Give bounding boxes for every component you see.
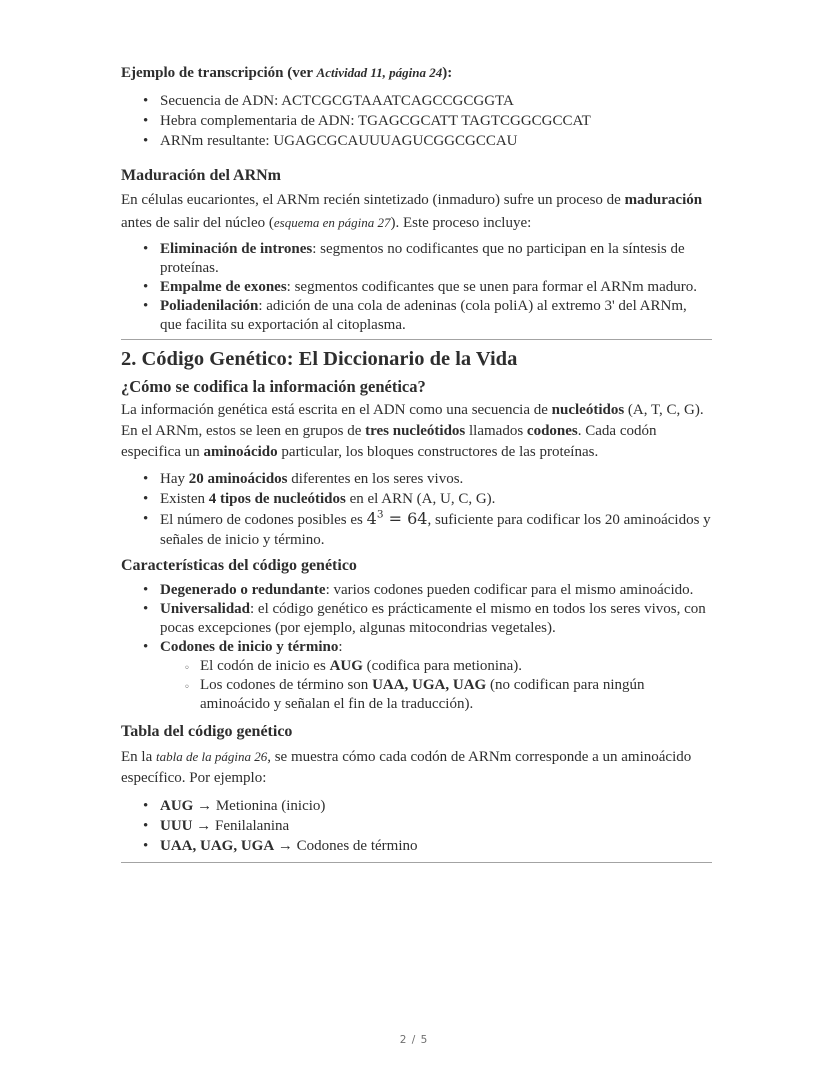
intron-removal-text: : segmentos no codificantes que no participan en la síntesis de proteínas. [160, 241, 685, 276]
para-run: . Cada codón especifica un [121, 423, 657, 460]
maturation-para-pre: En células eucariontes, el ARNm recién sintetizado (inmaduro) sufre un proceso de [121, 192, 625, 208]
three-nucleotides-term: tres nucleótidos [365, 423, 466, 439]
subsection-heading-como-se-codifica: ¿Cómo se codifica la información genética? [121, 377, 426, 396]
list-item-start-stop-codons [160, 638, 712, 714]
subsection-heading-tabla: Tabla del código genético [121, 723, 293, 740]
table-page-reference: tabla de la página 26 [156, 749, 268, 764]
activity-reference: Actividad 11, página 24 [316, 65, 443, 80]
aug-codon-term: AUG [329, 658, 363, 674]
genetic-info-paragraph [121, 400, 712, 463]
example-transcription-heading [121, 64, 712, 82]
table-paragraph [121, 746, 712, 789]
table-para-run: En la [121, 749, 156, 765]
four-nucleotide-types-term: 4 tipos de nucleótidos [208, 491, 346, 507]
stop-codons-examples-term: UAA, UAG, UGA [160, 838, 275, 854]
page-content [121, 0, 712, 863]
schema-reference: esquema en página 27 [273, 214, 391, 230]
math-base: 4 [366, 509, 377, 528]
stop-codons-run: (no codifican para ningún aminoácido y señalan el fin de la traducción). [200, 677, 645, 712]
list-item-universality [160, 600, 712, 638]
sublist-item-start-codon [200, 657, 712, 676]
list-item-dna-sequence [160, 91, 712, 111]
list-item-resulting-mrna [160, 131, 712, 151]
list-item-possible-codons [160, 509, 712, 550]
section-divider [121, 862, 712, 863]
list-item-degenerate [160, 581, 712, 600]
list-item-polyadenylation [160, 297, 712, 335]
exon-splicing-term: Empalme de exones [160, 279, 287, 295]
fact-run: El número de codones posibles es [160, 512, 367, 528]
para-run: particular, los bloques constructores de las proteínas. [277, 444, 599, 460]
para-run: La información genética está escrita en el ADN como una secuencia de [121, 402, 552, 418]
aug-term: AUG [160, 798, 194, 814]
universality-term: Universalidad [160, 601, 251, 617]
para-run: (A, T, C, G). En el ARNm, estos se leen en grupos de [121, 402, 704, 439]
section-heading-maduracion: Maduración del ARNm [121, 167, 281, 184]
math-expression [367, 509, 428, 528]
polyadenylation-term: Poliadenilación [160, 298, 259, 314]
list-item-complementary-strand [160, 111, 712, 131]
maturation-para-mid: antes de salir del núcleo ( [121, 214, 274, 231]
codon-examples-list [121, 796, 712, 856]
start-codon-run: El codón de inicio es [200, 658, 330, 674]
fact-run: diferentes en los seres vivos. [287, 471, 464, 487]
example-list [121, 91, 712, 151]
fact-run: en el ARN (A, U, C, G). [345, 491, 496, 507]
fact-run: , suficiente para codificar los 20 aminoácidos y señales de inicio y término. [160, 512, 711, 548]
sublist-item-stop-codons [200, 676, 712, 714]
table-para-run: , se muestra cómo cada codón de ARNm corresponde a un aminoácido específico. Por ejemplo: [121, 749, 692, 786]
subsection-heading-caracteristicas: Características del código genético [121, 557, 357, 574]
polyadenylation-text: : adición de una cola de adeninas (cola poliA) al extremo 3' del ARNm, que facilita su exportación al citoplasma. [160, 298, 687, 333]
genetic-code-facts-list [121, 469, 712, 550]
uuu-term: UUU [160, 818, 193, 834]
section-divider [121, 339, 712, 340]
example-heading-pre: Ejemplo de transcripción (ver [121, 65, 317, 81]
start-stop-codons-term: Codones de inicio y término [160, 639, 339, 655]
nucleotides-term: nucleótidos [551, 402, 625, 418]
dna-sequence-text: Secuencia de ADN: ACTCGCGTAAATCAGCCGCGGTA [160, 93, 514, 109]
start-stop-sublist [160, 657, 712, 714]
math-equals: = 64 [383, 509, 428, 528]
section-heading-codigo-genetico: 2. Código Genético: El Diccionario de la Vida [121, 348, 518, 370]
stop-codons-run: Los codones de término son [200, 677, 373, 693]
start-stop-codons-colon: : [338, 639, 343, 655]
example-heading-post: ): [442, 65, 453, 81]
aug-mapping-text: → Metionina (inicio) [193, 798, 326, 814]
characteristics-list [121, 581, 712, 714]
intron-removal-term: Eliminación de intrones [160, 241, 313, 257]
degenerate-term: Degenerado o redundante [160, 582, 326, 598]
fact-run: Hay [160, 471, 189, 487]
stop-codons-mapping-text: → Codones de término [274, 838, 418, 854]
twenty-amino-acids-term: 20 aminoácidos [188, 471, 288, 487]
page-number: 2 / 5 [399, 1034, 429, 1046]
list-item-nucleotide-types [160, 489, 712, 509]
complementary-strand-text: Hebra complementaria de ADN: TGAGCGCATT TAGTCGGCGCCAT [160, 113, 591, 129]
start-codon-run: (codifica para metionina). [362, 658, 522, 674]
maturation-paragraph [121, 190, 712, 234]
list-item-intron-removal [160, 240, 712, 278]
list-item-amino-acids-count [160, 469, 712, 489]
codons-term: codones [526, 423, 578, 439]
fact-run: Existen [160, 491, 209, 507]
resulting-mrna-text: ARNm resultante: UGAGCGCAUUUAGUCGGCGCCAU [160, 133, 518, 149]
stop-codons-term: UAA, UGA, UAG [372, 677, 487, 693]
amino-acid-term: aminoácido [203, 444, 278, 460]
degenerate-text: : varios codones pueden codificar para el mismo aminoácido. [325, 582, 694, 598]
list-item-exon-splicing [160, 278, 712, 297]
math-exponent: 3 [376, 508, 384, 521]
list-item-stop-codon-examples [160, 836, 712, 856]
list-item-aug-methionine [160, 796, 712, 816]
para-run: llamados [465, 423, 527, 439]
exon-splicing-text: : segmentos codificantes que se unen para formar el ARNm maduro. [286, 279, 697, 295]
list-item-uuu-phenylalanine [160, 816, 712, 836]
maturation-bold-term: maduración [624, 192, 703, 208]
maturation-list [121, 240, 712, 335]
uuu-mapping-text: → Fenilalanina [192, 818, 290, 834]
maturation-para-post: ). Este proceso incluye: [390, 214, 532, 231]
universality-text: : el código genético es prácticamente el mismo en todos los seres vivos, con pocas excepciones (por ejemplo, algunas mitocondrias vegetales). [160, 601, 706, 636]
